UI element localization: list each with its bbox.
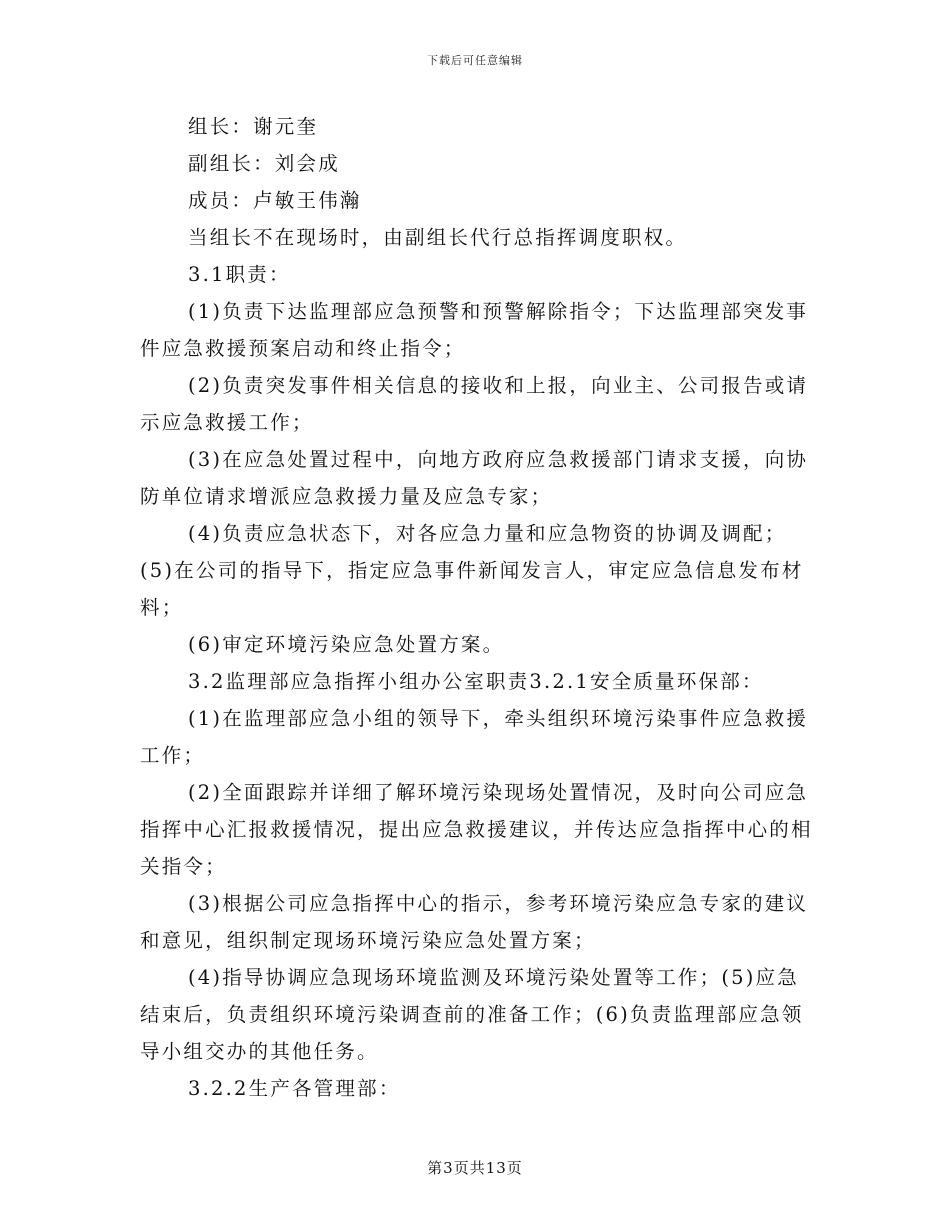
paragraph-deputy-authority: 当组长不在现场时，由副组长代行总指挥调度职权。 <box>188 226 688 249</box>
section-heading-3-1: 3.1职责： <box>188 263 291 286</box>
paragraph-duty-2: (2)负责突发事件相关信息的接收和上报，向业主、公司报告或请示应急救援工作； <box>140 374 809 434</box>
document-body <box>140 108 820 1107</box>
paragraph-duty-6: (6)审定环境污染应急处置方案。 <box>188 633 505 656</box>
paragraph-duty-4: (4)负责应急状态下，对各应急力量和应急物资的协调及调配； <box>188 522 787 545</box>
page-footer: 第3页共13页 <box>427 1159 523 1177</box>
paragraph-office-duty-1: (1)在监理部应急小组的领导下，牵头组织环境污染事件应急救援工作； <box>140 707 809 767</box>
paragraph-office-duty-4-6: (4)指导协调应急现场环境监测及环境污染处置等工作；(5)应急结束后，负责组织环境污染调查前的准备工作；(6)负责监理部应急领导小组交办的其他任务。 <box>140 966 804 1063</box>
paragraph-members: 成员：卢敏王伟瀚 <box>188 189 362 212</box>
section-heading-3-2-2: 3.2.2生产各管理部： <box>188 1077 401 1100</box>
paragraph-office-duty-3: (3)根据公司应急指挥中心的指示，参考环境污染应急专家的建议和意见，组织制定现场环境污染应急处置方案； <box>140 892 809 952</box>
page-header: 下载后可任意编辑 <box>427 54 523 67</box>
paragraph-duty-1: (1)负责下达监理部应急预警和预警解除指令；下达监理部突发事件应急救援预案启动和终止指令； <box>140 300 809 360</box>
paragraph-team-leader: 组长：谢元奎 <box>188 115 319 138</box>
paragraph-duty-5: (5)在公司的指导下，指定应急事件新闻发言人，审定应急信息发布材料； <box>140 559 804 619</box>
section-heading-3-2: 3.2监理部应急指挥小组办公室职责3.2.1安全质量环保部： <box>188 670 764 693</box>
paragraph-deputy-leader: 副组长：刘会成 <box>188 152 340 175</box>
paragraph-office-duty-2: (2)全面跟踪并详细了解环境污染现场处置情况，及时向公司应急指挥中心汇报救援情况，提出应急救援建议，并传达应急指挥中心的相关指令； <box>140 781 813 878</box>
paragraph-duty-3: (3)在应急处置过程中，向地方政府应急救援部门请求支援，向协防单位请求增派应急救援力量及应急专家； <box>140 448 809 508</box>
